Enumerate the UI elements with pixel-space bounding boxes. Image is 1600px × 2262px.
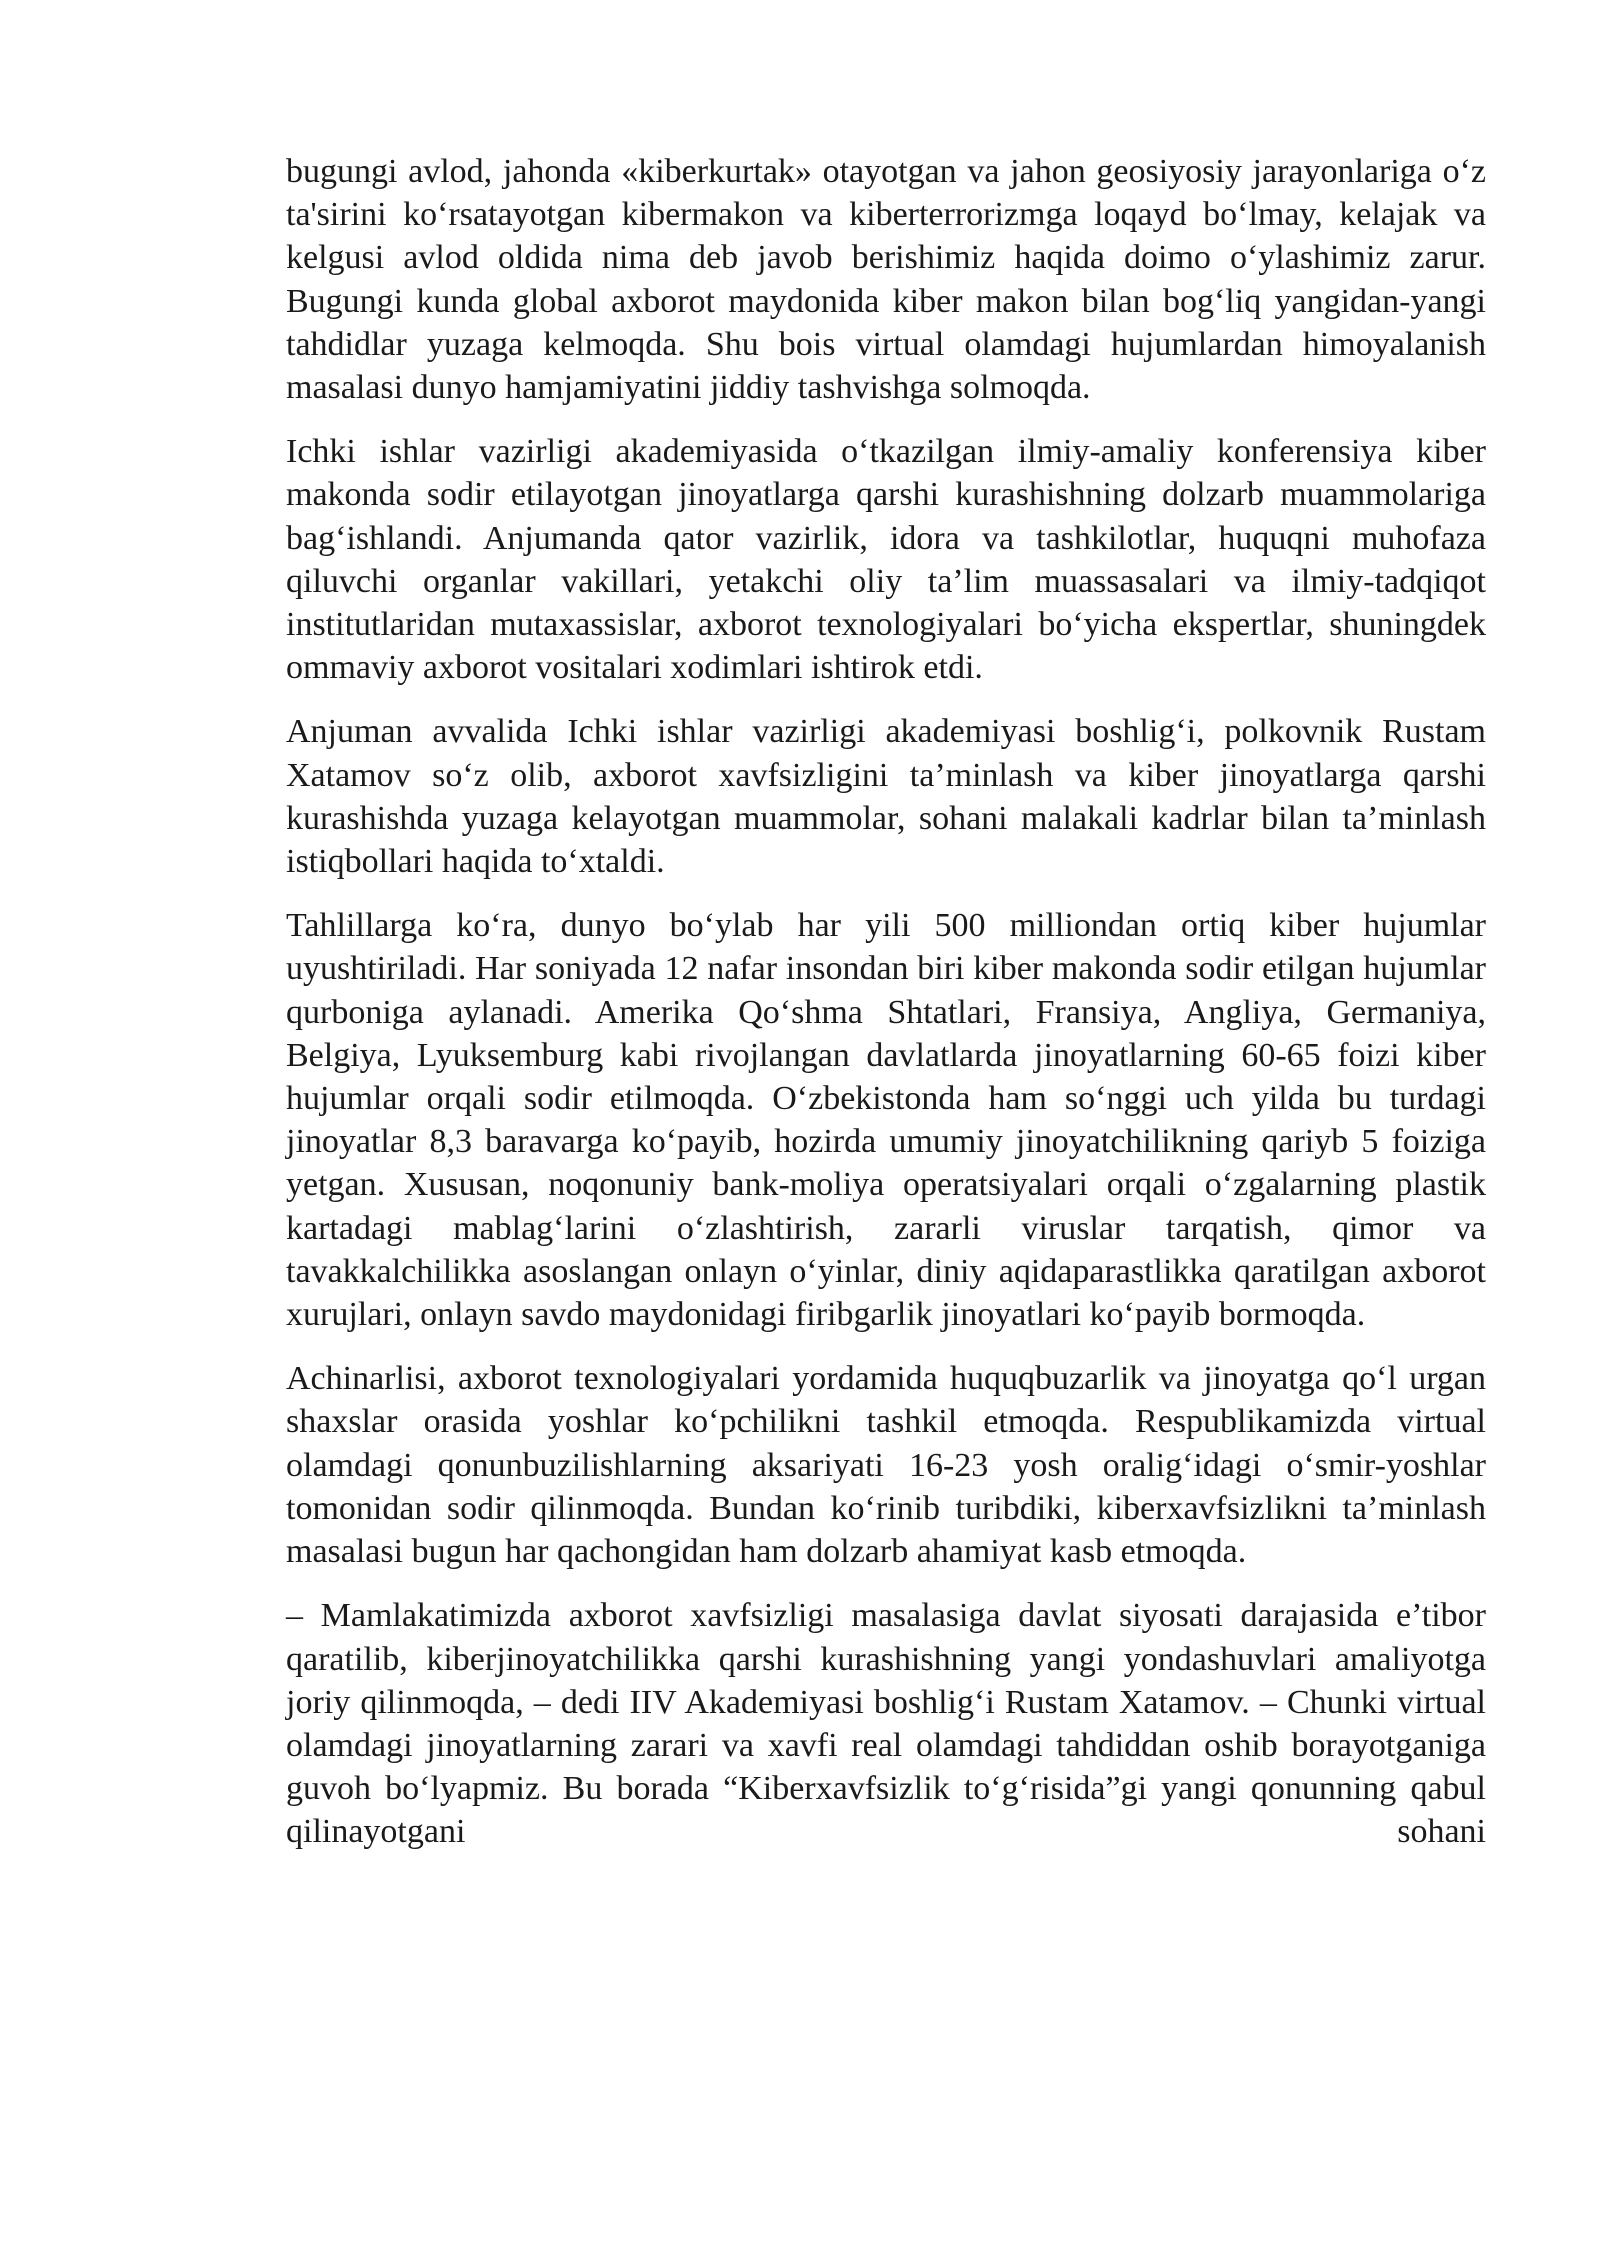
paragraph-2: Ichki ishlar vazirligi akademiyasida oʻtkazilgan ilmiy-amaliy konferensiya kiber makonda sodir etilayotgan jinoyatlarga qarshi kurashishning dolzarb muammolariga bagʻishlandi. Anjumanda qator vazirlik, idora va tashkilotlar, huquqni muhofaza qiluvchi organlar vakillari, yetakchi oliy ta’lim muassasalari va ilmiy-tadqiqot institutlaridan mutaxassislar, axborot texnologiyalari boʻyicha ekspertlar, shuningdek ommaviy axborot vositalari xodimlari ishtirok etdi. bbox=[286, 433, 1486, 687]
paragraph-1: bugungi avlod, jahonda «kiberkurtak» otayotgan va jahon geosiyosiy jarayonlariga oʻz ta'sirini koʻrsatayotgan kibermakon va kiberterrorizmga loqayd boʻlmay, kelajak va kelgusi avlod oldida nima deb javob berishimiz haqida doimo oʻylashimiz zarur. Bugungi kunda global axborot maydonida kiber makon bilan bogʻliq yangidan-yangi tahdidlar yuzaga kelmoqda. Shu bois virtual olamdagi hujumlardan himoyalanish masalasi dunyo hamjamiyatini jiddiy tashvishga solmoqda. bbox=[286, 153, 1486, 407]
paragraph-4: Tahlillarga koʻra, dunyo boʻylab har yili 500 milliondan ortiq kiber hujumlar uyushtiriladi. Har soniyada 12 nafar insondan biri kiber makonda sodir etilgan hujumlar qurboniga aylanadi. Amerika Qoʻshma Shtatlari, Fransiya, Angliya, Germaniya, Belgiya, Lyuksemburg kabi rivojlangan davlatlarda jinoyatlarning 60-65 foizi kiber hujumlar orqali sodir etilmoqda. Oʻzbekistonda ham soʻnggi uch yilda bu turdagi jinoyatlar 8,3 baravarga koʻpayib, hozirda umumiy jinoyatchilikning qariyb 5 foiziga yetgan. Xususan, noqonuniy bank-moliya operatsiyalari orqali oʻzgalarning plastik kartadagi mablagʻlarini oʻzlashtirish, zararli viruslar tarqatish, qimor va tavakkalchilikka asoslangan onlayn oʻyinlar, diniy aqidaparastlikka qaratilgan axborot xurujlari, onlayn savdo maydonidagi firibgarlik jinoyatlari koʻpayib bormoqda. bbox=[286, 907, 1486, 1334]
paragraph-5: Achinarlisi, axborot texnologiyalari yordamida huquqbuzarlik va jinoyatga qoʻl urgan shaxslar orasida yoshlar koʻpchilikni tashkil etmoqda. Respublikamizda virtual olamdagi qonunbuzilishlarning aksariyati 16-23 yosh oraligʻidagi oʻsmir-yoshlar tomonidan sodir qilinmoqda. Bundan koʻrinib turibdiki, kiberxavfsizlikni ta’minlash masalasi bugun har qachongidan ham dolzarb ahamiyat kasb etmoqda. bbox=[286, 1360, 1486, 1571]
paragraph-6: – Mamlakatimizda axborot xavfsizligi masalasiga davlat siyosati darajasida e’tibor qaratilib, kiberjinoyatchilikka qarshi kurashishning yangi yondashuvlari amaliyotga joriy qilinmoqda, – dedi IIV Akademiyasi boshligʻi Rustam Xatamov. – Chunki virtual olamdagi jinoyatlarning zarari va xavfi real olamdagi tahdiddan oshib borayotganiga guvoh boʻlyapmiz. Bu borada “Kiberxavfsizlik toʻgʻrisida”gi yangi qonunning qabul qilinayotgani sohani bbox=[286, 1597, 1486, 1851]
article-body bbox=[286, 150, 1486, 1875]
paragraph-3: Anjuman avvalida Ichki ishlar vazirligi akademiyasi boshligʻi, polkovnik Rustam Xatamov soʻz olib, axborot xavfsizligini ta’minlash va kiber jinoyatlarga qarshi kurashishda yuzaga kelayotgan muammolar, sohani malakali kadrlar bilan ta’minlash istiqbollari haqida toʻxtaldi. bbox=[286, 713, 1486, 881]
